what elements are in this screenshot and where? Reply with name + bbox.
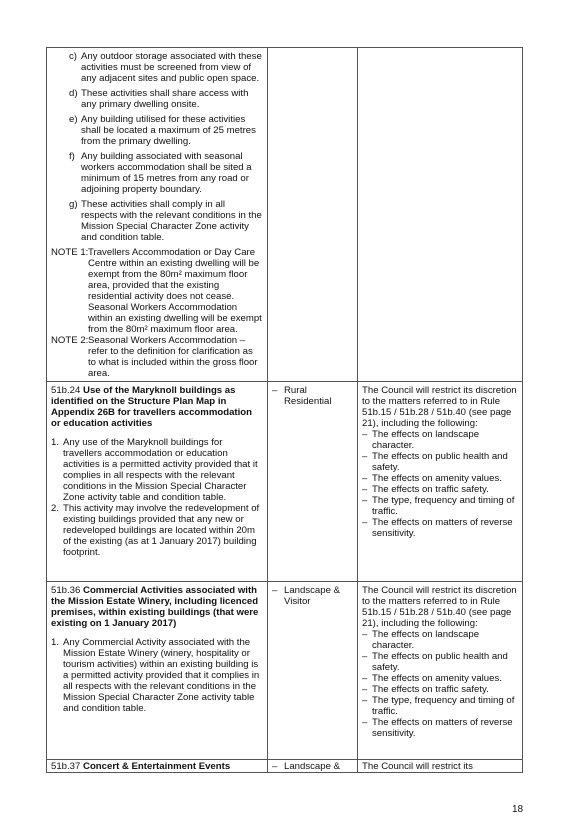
rule-36-matters-cell [358, 582, 523, 760]
matter-item: – The effects on matters of reverse sensitivity. [362, 717, 513, 739]
matter-item: – The effects on landscape character. [362, 429, 480, 451]
rule-37-activity-cell [47, 760, 268, 773]
matter-item: – The type, frequency and timing of traffic. [362, 495, 515, 517]
matter-item: – The effects on matters of reverse sensitivity. [362, 517, 513, 539]
rule-item: 2. This activity may involve the redevelopment of existing buildings provided that any new or redeveloped buildings are located within 20m of the existing (as at 1 January 2017) building footprint. [51, 503, 260, 558]
rule-36-items [51, 637, 263, 714]
continued-matters-cell [358, 48, 523, 382]
rule-row-36 [47, 582, 523, 760]
rule-37-matters-cell [358, 760, 523, 773]
rule-36-heading [51, 585, 263, 629]
condition-item: e) Any building utilised for these activities shall be located a maximum of 25 metres from the primary dwelling. [69, 114, 256, 147]
matter-item: – The effects on public health and safety. [362, 651, 508, 673]
condition-item: f) Any building associated with seasonal workers accommodation shall be sited a minimum of 15 metres from any road or adjoining property boundary. [69, 151, 252, 195]
rule-37-zone-cell [268, 760, 358, 773]
rule-title: Commercial Activities associated with the Mission Estate Winery, including licenced premises, within existing buildings (that were existing on 1 January 2017) [51, 585, 259, 629]
discretion-intro: The Council will restrict its discretion to the matters referred to in Rule 51b.15 / 51b.28 / 51b.40 (see page 21), including the following: [362, 385, 517, 429]
condition-item: d) These activities shall share access with any primary dwelling onsite. [69, 88, 249, 110]
rule-row-37 [47, 760, 523, 773]
condition-item: c) Any outdoor storage associated with these activities must be screened from view of any adjacent sites and public open space. [69, 51, 262, 84]
rule-item: 1. Any Commercial Activity associated with the Mission Estate Winery (winery, hospitality or tourism activities) within an existing building is a permitted activity provided that it complies in all respects with the relevant conditions in the Mission Special Character Zone activity table and condition table. [51, 637, 260, 714]
condition-item: g) These activities shall comply in all respects with the relevant conditions in the Mission Special Character Zone activity and condition table. [69, 199, 262, 243]
rule-number: 51b.24 [51, 385, 81, 396]
rule-title: Concert & Entertainment Events [83, 761, 231, 772]
matter-item: – The effects on landscape character. [362, 629, 480, 651]
rule-24-zone-cell [268, 382, 358, 582]
page-number: 18 [512, 804, 524, 815]
discretion-intro: The Council will restrict its discretion to the matters referred to in Rule 51b.15 / 51b.28 / 51b.40 (see page 21), including the following: [362, 585, 517, 629]
rule-item: 1. Any use of the Maryknoll buildings for travellers accommodation or education activities is a permitted activity provided that it complies in all respects with the relevant conditions in the Mission Special Character Zone activity table and condition table. [51, 437, 258, 503]
continued-row [47, 48, 523, 382]
discretion-intro: The Council will restrict its [362, 761, 473, 772]
rule-title: Use of the Maryknoll buildings as identified on the Structure Plan Map in Appendix 26B for travellers accommodation or education activities [51, 385, 252, 429]
rules-table [46, 47, 523, 773]
continued-conditions-cell [47, 48, 268, 382]
zone-label: – Rural Residential [272, 385, 332, 407]
rule-24-items [51, 437, 263, 558]
note-1: NOTE 1: Travellers Accommodation or Day Care Centre within an existing dwelling will be exempt from the 80m² maximum floor area, provided that the existing residential activity does not cease. Seasonal Workers Accommodation within an existing dwelling will be exempt from the 80m² maximum floor area. [51, 247, 262, 335]
rule-36-activity-cell [47, 582, 268, 760]
continued-zone-cell [268, 48, 358, 382]
matter-item: – The effects on traffic safety. [362, 484, 489, 495]
matter-item: – The effects on traffic safety. [362, 684, 489, 695]
note-2: NOTE 2: Seasonal Workers Accommodation – refer to the definition for clarification as to what is included within the gross floor area. [51, 335, 258, 379]
matter-item: – The type, frequency and timing of traffic. [362, 695, 515, 717]
conditions-list [51, 51, 263, 243]
rule-number: 51b.36 [51, 585, 81, 596]
rule-24-matters-cell [358, 382, 523, 582]
zone-label: – Landscape & [272, 761, 341, 772]
zone-label: – Landscape & Visitor [272, 585, 341, 607]
matter-item: – The effects on amenity values. [362, 673, 502, 684]
rule-number: 51b.37 [51, 761, 81, 772]
rule-row-24 [47, 382, 523, 582]
rule-24-heading [51, 385, 263, 429]
rule-24-activity-cell [47, 382, 268, 582]
matter-item: – The effects on amenity values. [362, 473, 502, 484]
matter-item: – The effects on public health and safety. [362, 451, 508, 473]
rule-36-zone-cell [268, 582, 358, 760]
